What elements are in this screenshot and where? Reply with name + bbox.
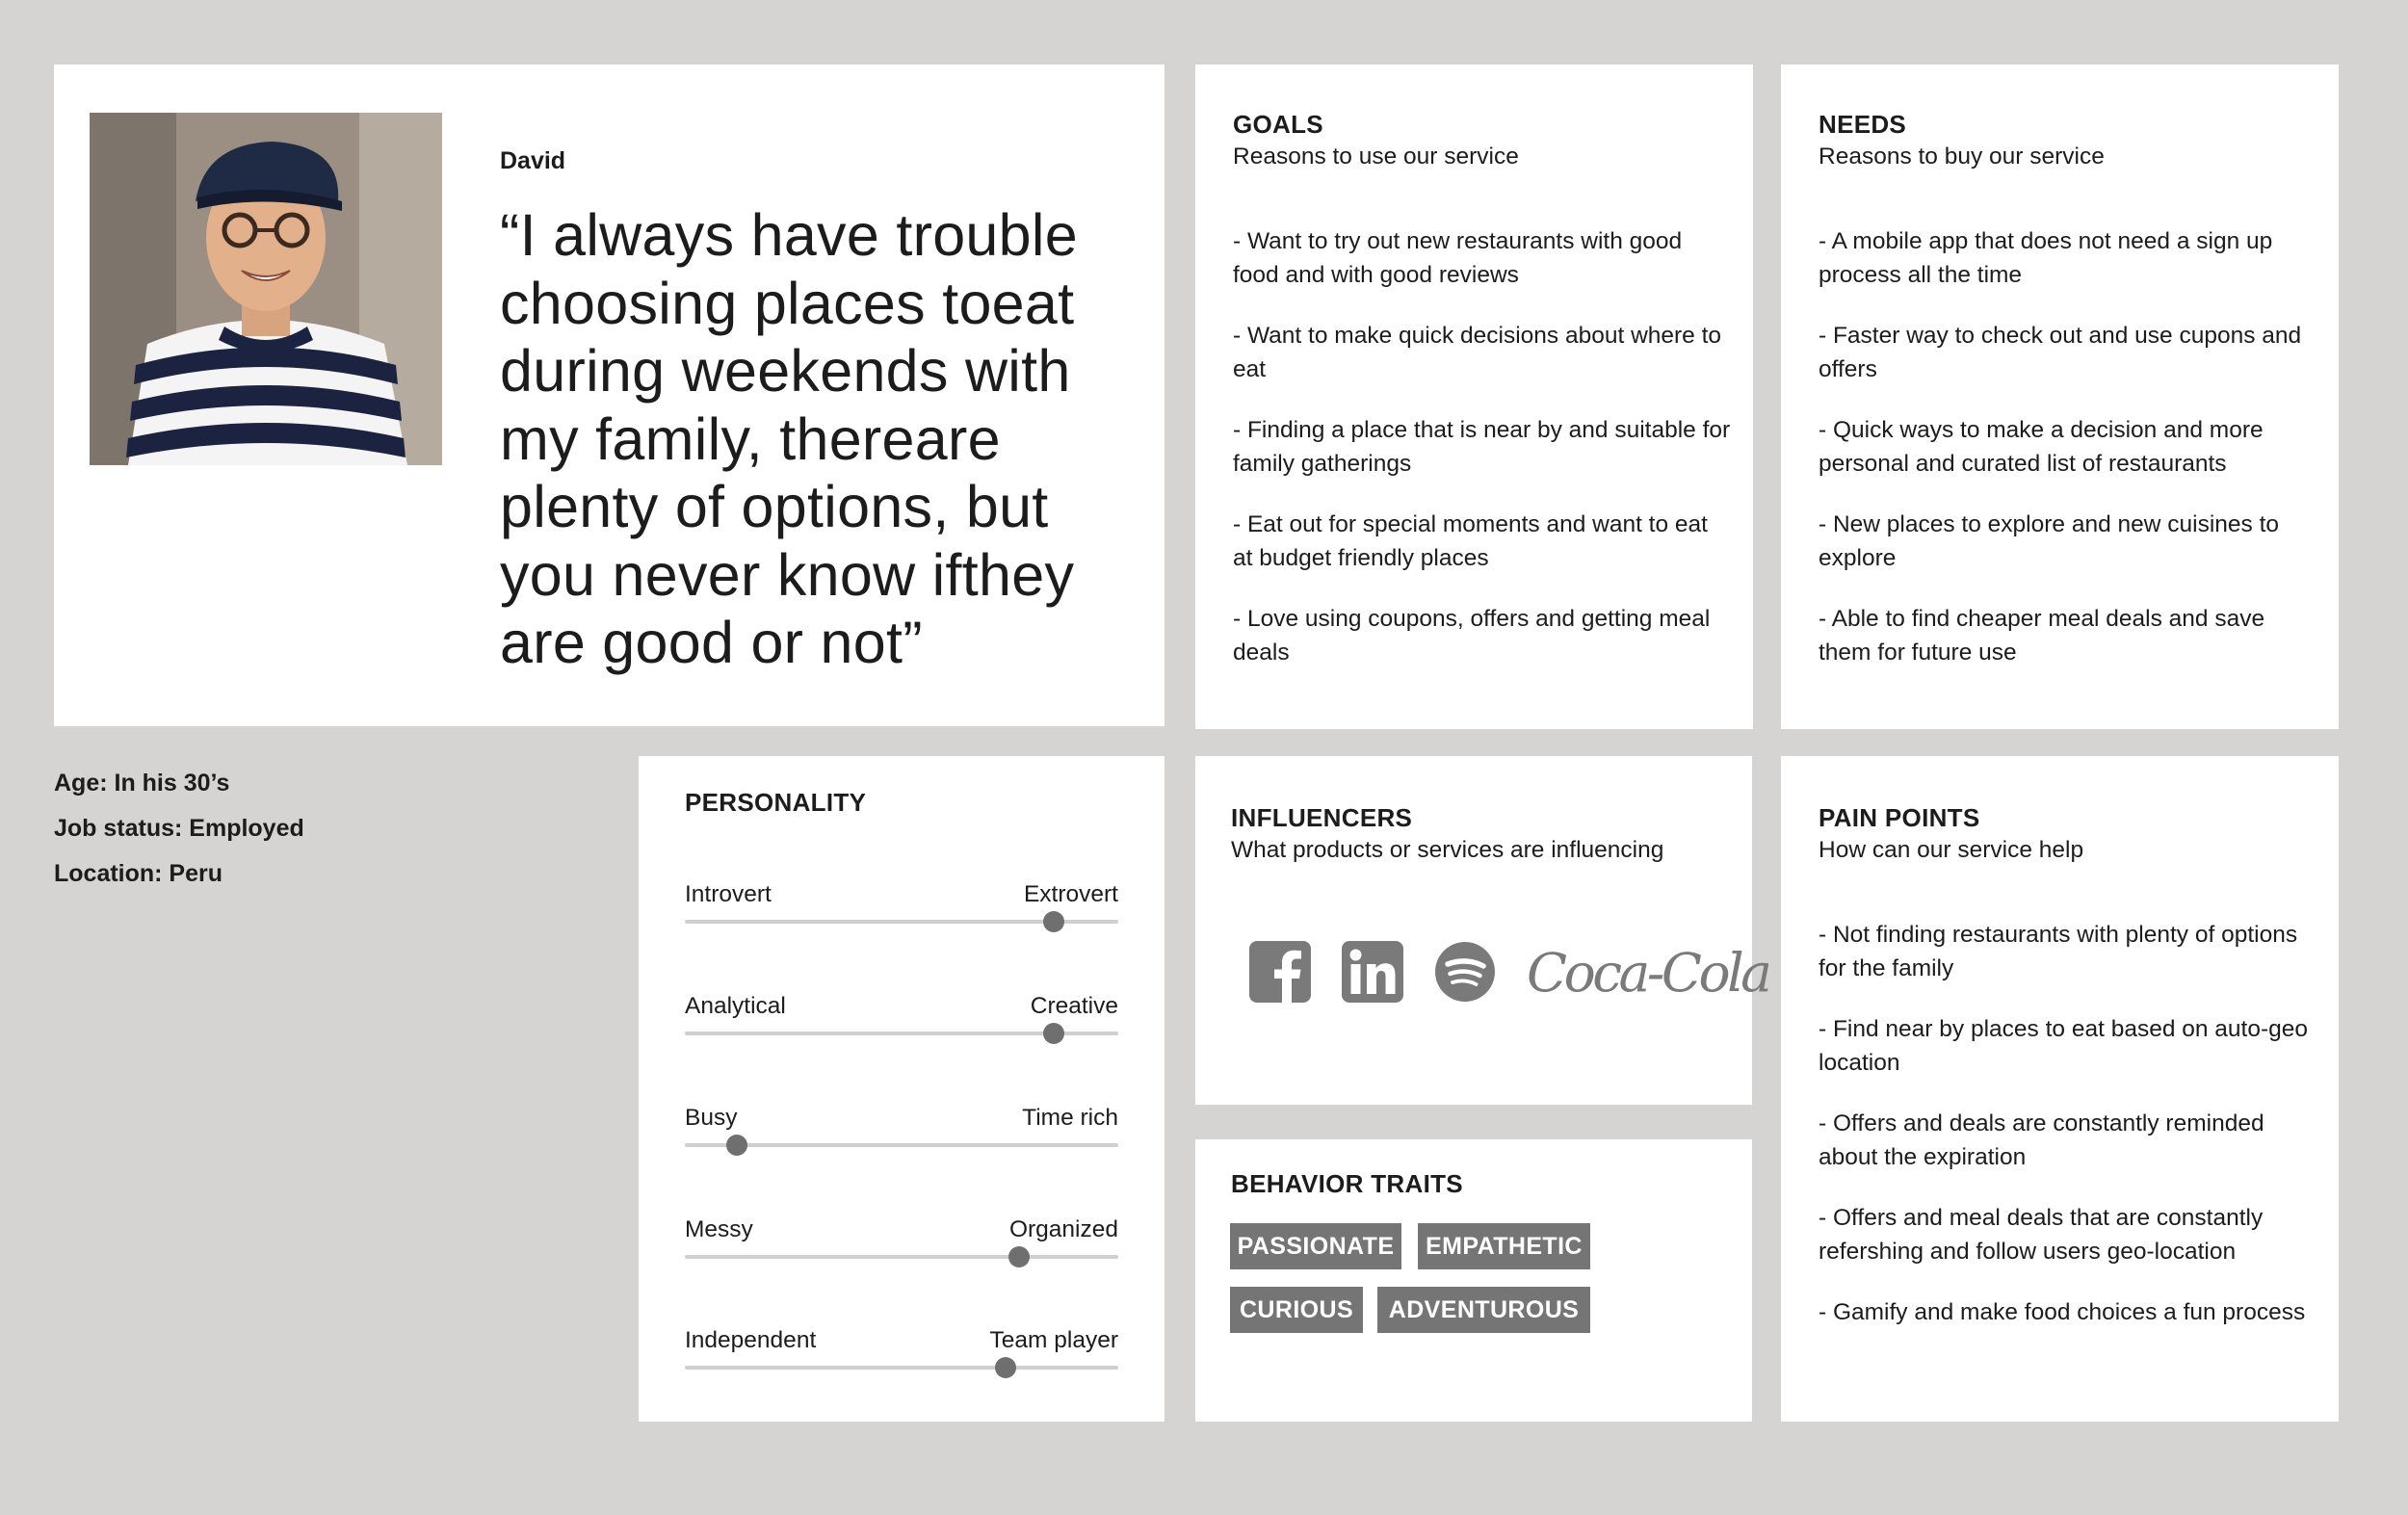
pain-points-subtitle: How can our service help [1819,837,2084,863]
persona-quote: “I always have trouble choosing places toeat during weekends with my family, thereare plenty of options, but you never know ifthey are good or not” [500,202,1078,675]
slider-left-label: Analytical [685,993,786,1019]
coca-cola-logo [1525,942,1769,1006]
trait-tag: CURIOUS [1230,1287,1363,1333]
list-item: - Want to try out new restaurants with good food and with good reviews [1233,228,1683,288]
slider-independent-team-player [685,1327,1118,1375]
persona-name: David [500,147,566,174]
pain-points-title: PAIN POINTS [1819,803,1980,832]
influencers-card [1195,756,1769,1105]
list-item: - Find near by places to eat based on auto-geo location [1819,1016,2309,1076]
profile-card [54,65,1165,726]
slider-busy-time-rich [685,1105,1118,1153]
personality-title: PERSONALITY [685,788,867,817]
slider-introvert-extrovert [685,881,1118,929]
linkedin-icon [1342,941,1403,1003]
list-item: - Eat out for special moments and want to eat at budget friendly places [1233,511,1708,571]
coca-cola-wordmark: Coca-Cola [1527,942,1769,1004]
list-item: - Able to find cheaper meal deals and save them for future use [1819,606,2265,666]
age-text: Age: In his 30’s [54,770,230,797]
goals-subtitle: Reasons to use our service [1233,144,1519,170]
list-item: - Quick ways to make a decision and more personal and curated list of restaurants [1819,417,2264,477]
slider-left-label: Independent [685,1327,817,1353]
needs-card [1781,65,2339,729]
needs-title: NEEDS [1819,110,1907,139]
slider-left-label: Busy [685,1105,738,1131]
behavior-traits-card [1195,1139,1752,1422]
needs-list [1819,224,2319,696]
list-item: - New places to explore and new cuisines to explore [1819,511,2280,571]
slider-right-label: Extrovert [1023,881,1118,907]
influencers-subtitle: What products or services are influencing [1231,837,1664,863]
personality-card [639,756,1165,1422]
slider-left-label: Introvert [685,881,772,907]
slider-right-label: Team player [989,1327,1118,1353]
slider-analytical-creative [685,993,1118,1041]
list-item: - Faster way to check out and use cupons and offers [1819,323,2302,382]
slider-right-label: Organized [1008,1216,1118,1242]
needs-subtitle: Reasons to buy our service [1819,144,2105,170]
location-text: Location: Peru [54,860,223,887]
slider-track [685,1143,1118,1147]
pain-points-list [1819,918,2319,1356]
slider-messy-organized [685,1216,1118,1265]
slider-right-label: Time rich [1022,1105,1118,1131]
avatar [90,113,442,465]
slider-knob[interactable] [1043,1023,1064,1044]
list-item: - Gamify and make food choices a fun process [1819,1299,2306,1325]
list-item: - A mobile app that does not need a sign up process all the time [1819,228,2273,288]
trait-tag: EMPATHETIC [1418,1223,1590,1269]
pain-points-card [1781,756,2339,1422]
behavior-title: BEHAVIOR TRAITS [1231,1169,1463,1198]
list-item: - Finding a place that is near by and suitable for family gatherings [1233,417,1731,477]
job-status-text: Job status: Employed [54,815,304,842]
slider-knob[interactable] [726,1135,747,1156]
list-item: - Offers and meal deals that are constantly refershing and follow users geo-location [1819,1205,2264,1265]
trait-tag: ADVENTUROUS [1377,1287,1590,1333]
goals-title: GOALS [1233,110,1323,139]
list-item: - Offers and deals are constantly reminded about the expiration [1819,1110,2264,1170]
facebook-icon [1249,941,1311,1003]
slider-knob[interactable] [995,1357,1016,1378]
list-item: - Love using coupons, offers and getting meal deals [1233,606,1711,666]
slider-knob[interactable] [1043,911,1064,932]
goals-list [1233,224,1734,696]
slider-left-label: Messy [685,1216,753,1242]
list-item: - Want to make quick decisions about where to eat [1233,323,1722,382]
spotify-icon [1434,941,1496,1003]
trait-tag: PASSIONATE [1230,1223,1401,1269]
slider-track [685,1366,1118,1370]
slider-knob[interactable] [1008,1246,1030,1267]
demographics [54,761,304,897]
influencers-title: INFLUENCERS [1231,803,1413,832]
goals-card [1195,65,1753,729]
slider-right-label: Creative [1030,993,1118,1019]
list-item: - Not finding restaurants with plenty of options for the family [1819,922,2298,981]
slider-track [685,1255,1118,1259]
